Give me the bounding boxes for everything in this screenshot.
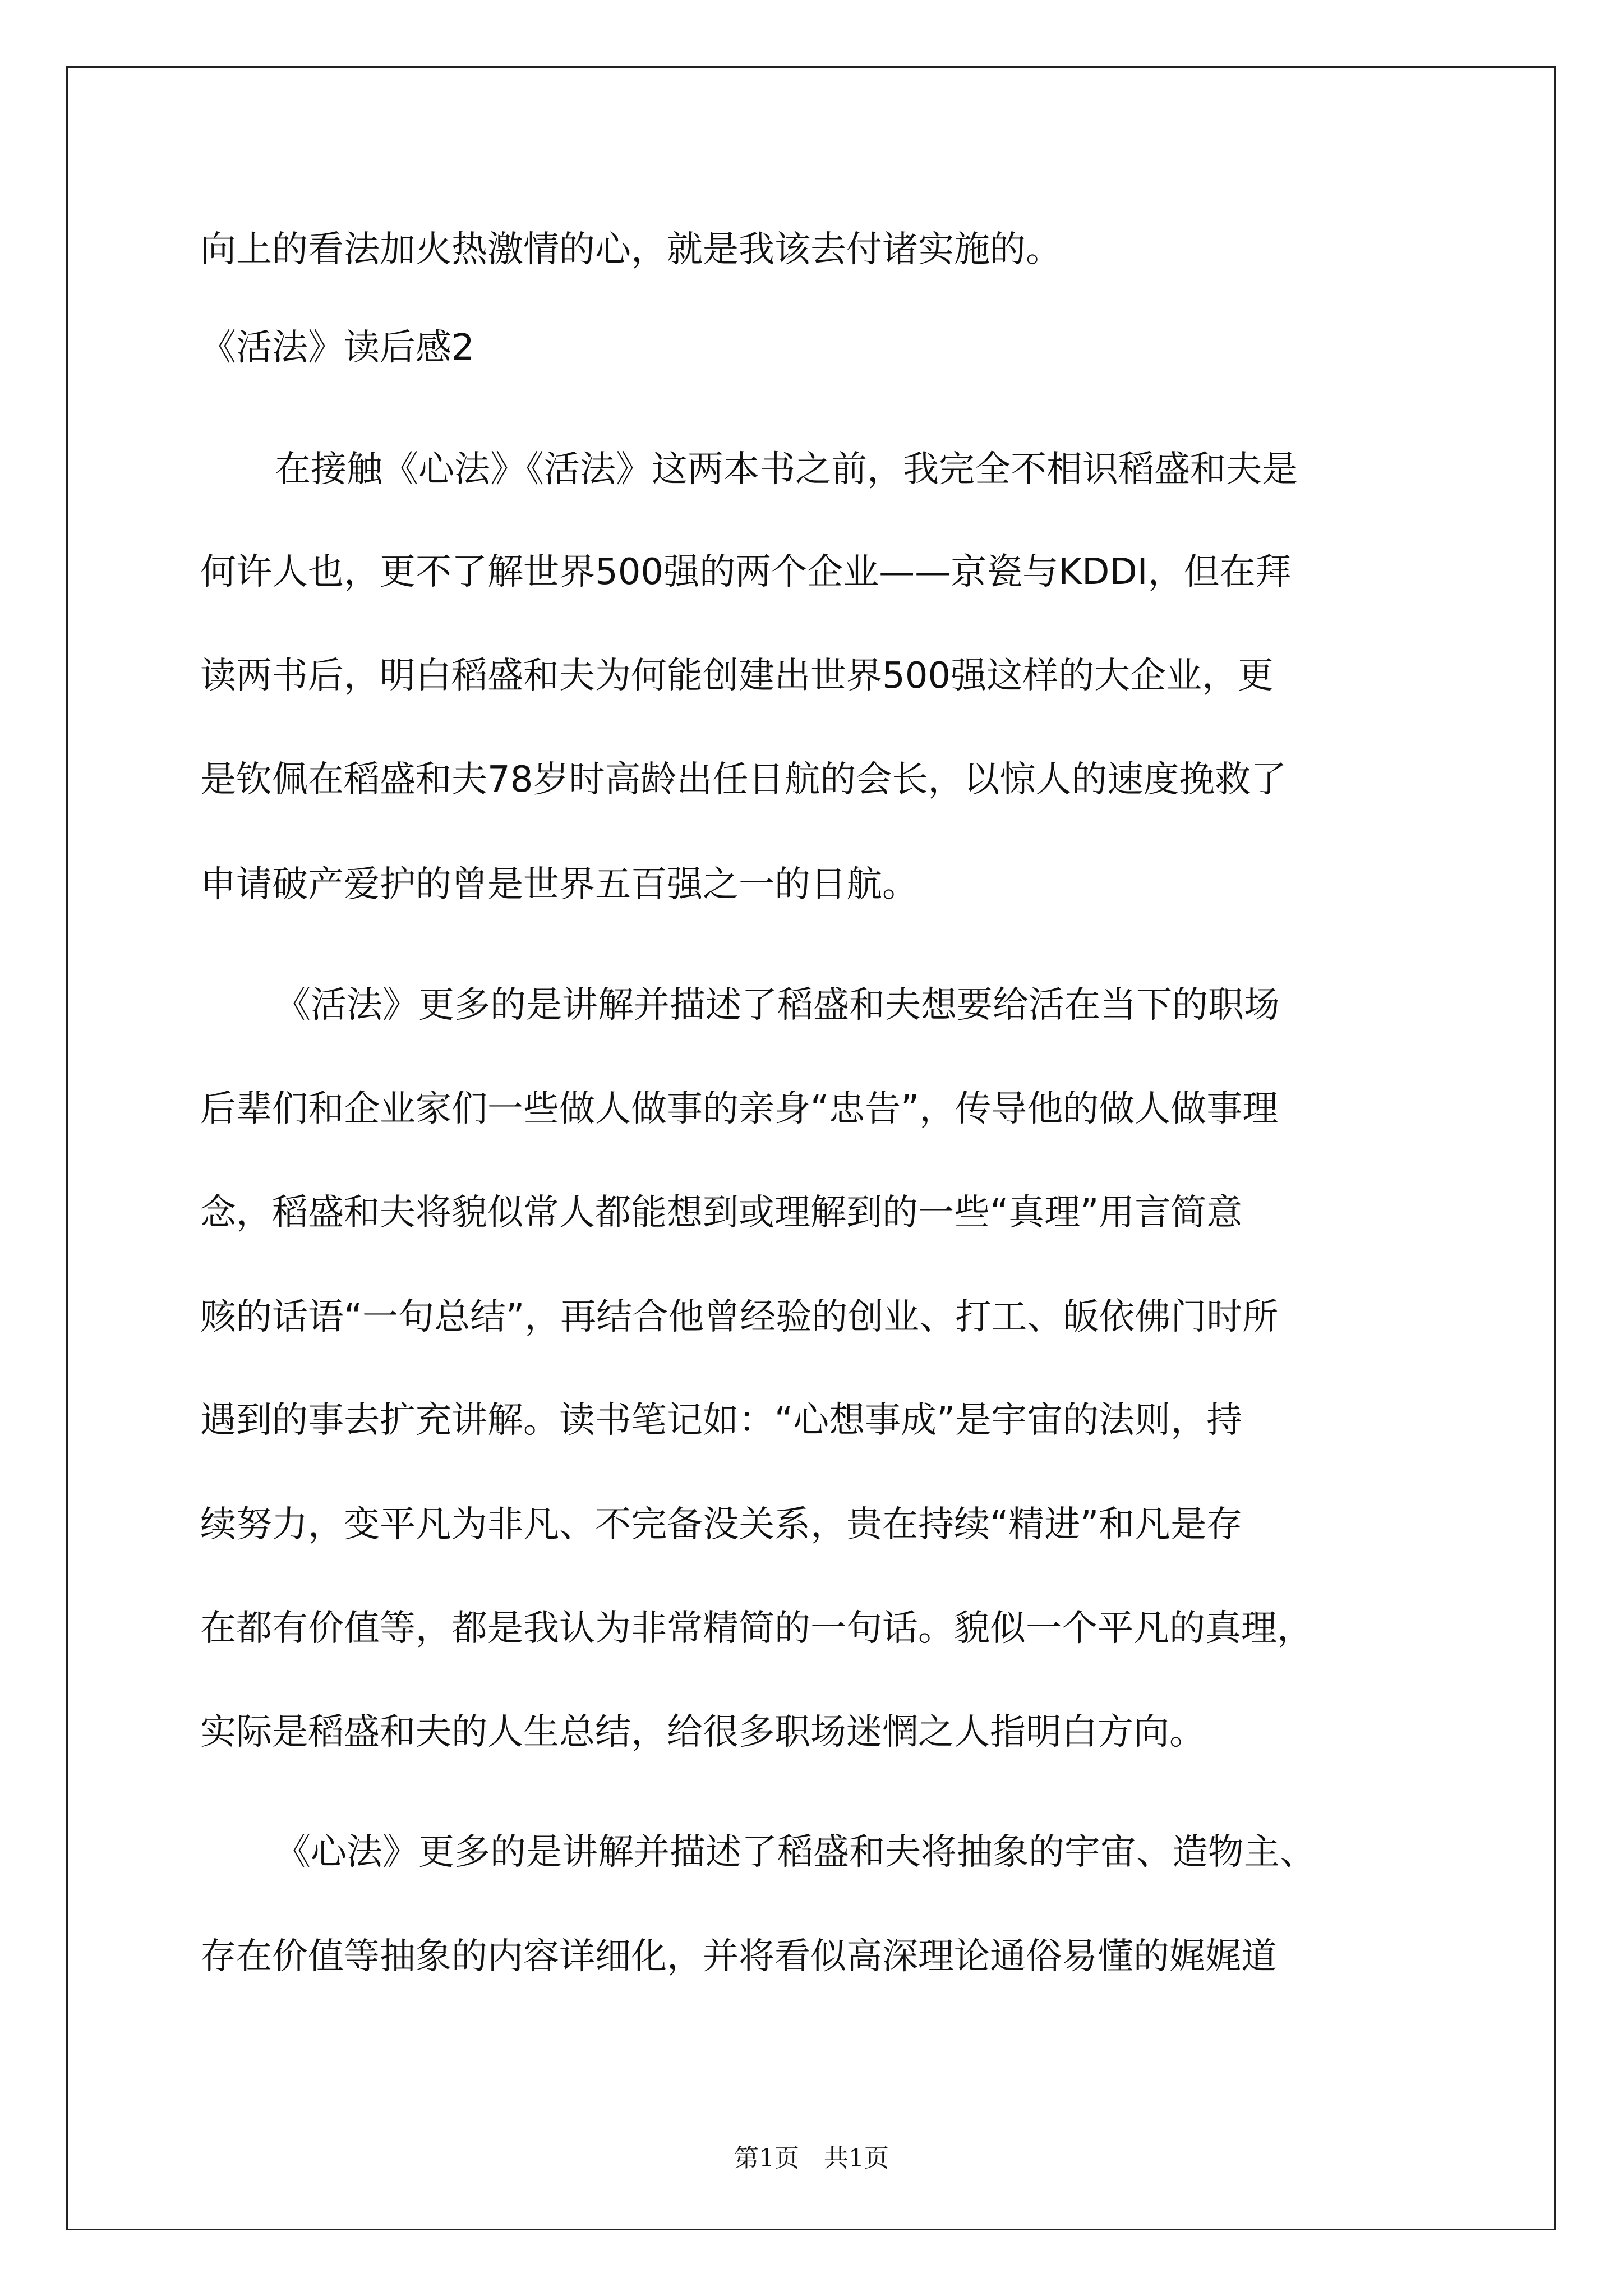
text-line-13: 续努力，变平凡为非凡、不完备没关系，贵在持续“精进”和凡是存 xyxy=(200,1504,1243,1545)
text-line-3: 在接触《心法》《活法》这两本书之前，我完全不相识稻盛和夫是 xyxy=(275,449,1298,490)
text-line-8: 《活法》更多的是讲解并描述了稻盛和夫想要给活在当下的职场 xyxy=(275,984,1280,1026)
text-line-16: 《心法》更多的是讲解并描述了稻盛和夫将抽象的宇宙、造物主、 xyxy=(275,1832,1316,1873)
text-line-10: 念，稻盛和夫将貌似常人都能想到或理解到的一些“真理”用言简意 xyxy=(200,1192,1243,1234)
page-border xyxy=(66,66,1556,2230)
section-heading: 《活法》读后感2 xyxy=(200,327,474,369)
text-line-6: 是钦佩在稻盛和夫78岁时高龄出任日航的会长，以惊人的速度挽救了 xyxy=(200,759,1287,800)
text-line-15: 实际是稻盛和夫的人生总结，给很多职场迷惘之人指明白方向。 xyxy=(200,1711,1205,1753)
page-number-footer: 第1页 共1页 xyxy=(734,2144,889,2173)
text-line-17: 存在价值等抽象的内容详细化，并将看似高深理论通俗易懂的娓娓道 xyxy=(200,1936,1277,1977)
text-line-4: 何许人也，更不了解世界500强的两个企业——京瓷与KDDI，但在拜 xyxy=(200,551,1292,593)
text-line-7: 申请破产爱护的曾是世界五百强之一的日航。 xyxy=(200,864,918,905)
text-line-9: 后辈们和企业家们一些做人做事的亲身“忠告”，传导他的做人做事理 xyxy=(200,1088,1279,1130)
text-line-14: 在都有价值等，都是我认为非常精简的一句话。貌似一个平凡的真理， xyxy=(200,1608,1313,1649)
text-line-12: 遇到的事去扩充讲解。读书笔记如：“心想事成”是宇宙的法则，持 xyxy=(200,1400,1243,1441)
text-line-1: 向上的看法加火热激情的心，就是我该去付诸实施的。 xyxy=(200,229,1062,270)
text-line-5: 读两书后，明白稻盛和夫为何能创建出世界500强这样的大企业，更 xyxy=(200,655,1274,697)
text-line-11: 赅的话语“一句总结”，再结合他曾经验的创业、打工、皈依佛门时所 xyxy=(200,1296,1279,1338)
